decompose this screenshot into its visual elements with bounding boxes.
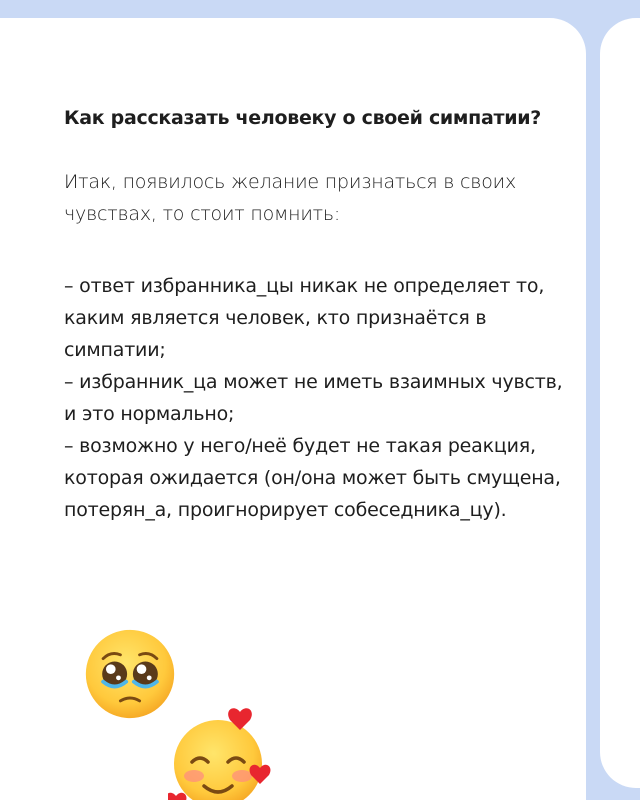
smiling-face-with-hearts-emoji bbox=[168, 704, 278, 800]
post-content bbox=[64, 98, 564, 526]
list-item: – избранник_ца может не иметь взаимных чувств, и это нормально; bbox=[64, 371, 563, 425]
advice-list bbox=[64, 270, 564, 526]
pleading-face-emoji bbox=[82, 626, 178, 722]
post-title: Как рассказать человеку о своей симпатии? bbox=[64, 107, 541, 129]
list-item: – возможно у него/неё будет не такая реакция, которая ожидается (он/она может быть смущена, потерян_а, проигнорирует собеседника_цу). bbox=[64, 435, 561, 521]
list-item: – ответ избранника_цы никак не определяет то, каким является человек, кто признаётся в симпатии; bbox=[64, 275, 545, 361]
post-intro: Итак, появилось желание признаться в своих чувствах, то стоит помнить: bbox=[64, 171, 516, 225]
next-card-edge bbox=[600, 18, 640, 788]
